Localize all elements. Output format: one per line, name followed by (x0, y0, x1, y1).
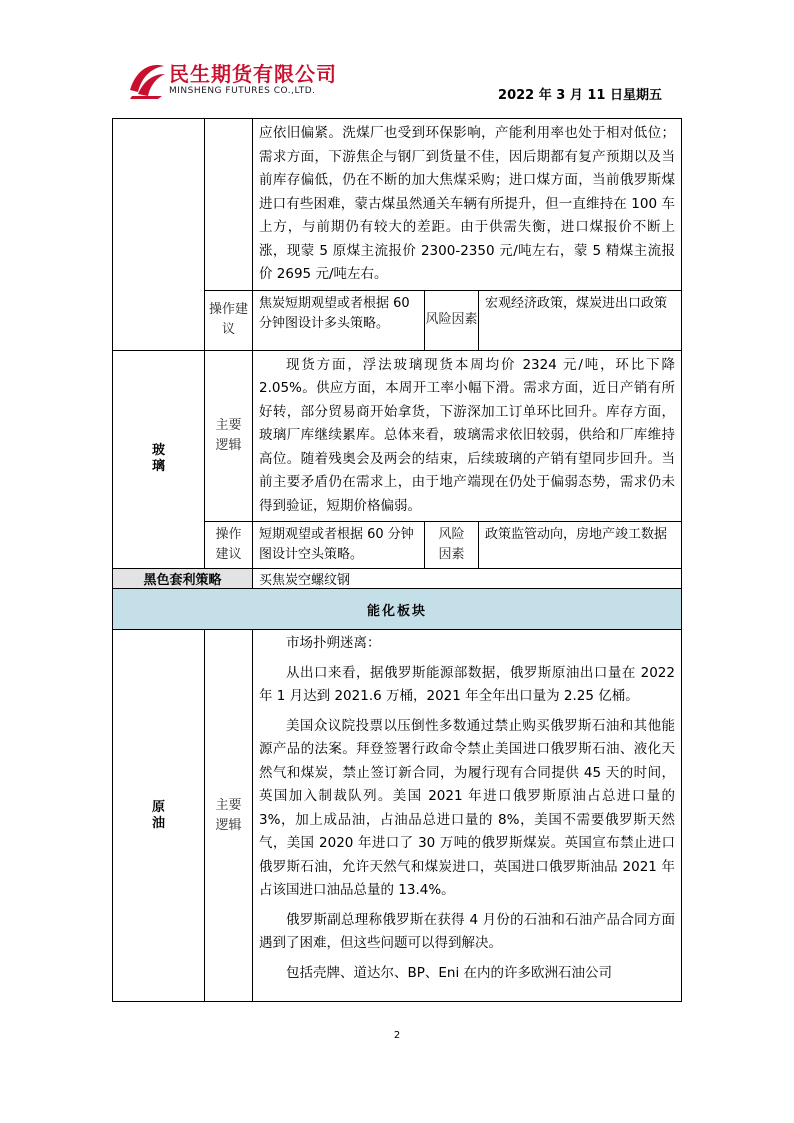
arbitrage-label: 黑色套利策略 (113, 569, 253, 589)
energy-chemical-section-row (113, 589, 682, 630)
coal-logic-row (113, 119, 682, 291)
section-title: 能化板块 (113, 589, 682, 630)
glass-sector-name: 玻璃 (113, 350, 205, 569)
coal-main-label-cell (205, 119, 253, 291)
glass-risk-text: 政策监管动向，房地产竣工数据 (479, 522, 682, 569)
crude-sector-name: 原油 (113, 630, 205, 1002)
crude-paragraph: 包括壳牌、道达尔、BP、Eni 在内的许多欧洲石油公司 (286, 964, 613, 981)
crude-main-label: 主要逻辑 (205, 630, 253, 1002)
glass-op-label: 操作建议 (205, 522, 253, 569)
glass-main-logic-cell (253, 350, 682, 522)
coal-op-label: 操作建议 (205, 290, 253, 350)
crude-paragraph: 市场扑朔迷离： (286, 635, 381, 651)
glass-main-label: 主要逻辑 (205, 350, 253, 522)
crude-main-logic-cell (253, 630, 682, 1002)
glass-op-text: 短期观望或者根据 60 分钟图设计空头策略。 (253, 522, 425, 569)
coal-risk-label: 风险因素 (425, 290, 479, 350)
coal-sector-cell (113, 119, 205, 351)
arbitrage-text: 买焦炭空螺纹钢 (253, 569, 682, 589)
glass-logic-row (113, 350, 682, 522)
coal-risk-text: 宏观经济政策，煤炭进出口政策 (479, 290, 682, 350)
company-logo (128, 58, 368, 102)
company-name-cn: 民生期货有限公司 (169, 62, 337, 86)
report-date: 2022 年 3 月 11 日星期五 (498, 88, 662, 103)
crude-paragraph: 从出口来看，据俄罗斯能源部数据，俄罗斯原油出口量在 2022 年 1 月达到 2021.6 万桶，2021 年全年出口量为 2.25 亿桶。 (259, 664, 675, 704)
crude-paragraph: 美国众议院投票以压倒性多数通过禁止购买俄罗斯石油和其他能源产品的法案。拜登签署行政命令禁止美国进口俄罗斯石油、液化天然气和煤炭，禁止签订新合同，为履行现有合同提供 45 天的时间，英国加入制裁队列。美国 2021 年进口俄罗斯原油占总进口量的 3%，加上成品油，占油品总进口量的 8%，美国不需要俄罗斯天然气，美国 2020 年进口了 30 万吨的俄罗斯煤炭。英国宣布禁止进口俄罗斯石油，允许天然气和煤炭进口，英国进口俄罗斯油品 2021 年占该国进口油品总量的 13.4%。 (259, 717, 675, 898)
page-number: 2 (393, 1030, 401, 1041)
coal-op-text: 焦炭短期观望或者根据 60 分钟图设计多头策略。 (253, 290, 425, 350)
crude-logic-row (113, 630, 682, 1002)
company-name-en: MINSHENG FUTURES CO.,LTD. (169, 86, 316, 96)
arbitrage-row (113, 569, 682, 589)
coal-main-logic-text: 应依旧偏紧。洗煤厂也受到环保影响，产能利用率也处于相对低位；需求方面，下游焦企与钢厂到货量不佳，因后期都有复产预期以及当前库存偏低，仍在不断的加大焦煤采购；进口煤方面，当前俄罗斯煤进口有些困难，蒙古煤虽然通关车辆有所提升，但一直维持在 100 车上方，与前期仍有较大的差距。由于供需失衡，进口煤报价不断上涨，现蒙 5 原煤主流报价 2300-2350 元/吨左右，蒙 5 精煤主流报价 2695 元/吨左右。 (259, 125, 675, 282)
coal-main-logic-cell (253, 119, 682, 291)
minsheng-logo-icon (128, 60, 166, 100)
strategy-table (112, 118, 682, 1002)
crude-paragraph: 俄罗斯副总理称俄罗斯在获得 4 月份的石油和石油产品合同方面遇到了困难，但这些问题可以得到解决。 (259, 911, 675, 951)
glass-main-logic-text: 现货方面，浮法玻璃现货本周均价 2324 元/吨，环比下降 2.05%。供应方面，本周开工率小幅下滑。需求方面，近日产销有所好转，部分贸易商开始拿货，下游深加工订单环比回升。库存方面，玻璃厂库继续累库。总体来看，玻璃需求依旧较弱，供给和厂库维持高位。随着残奥会及两会的结束，后续玻璃的产销有望同步回升。当前主要矛盾仍在需求上，由于地产端现在仍处于偏弱态势，需求仍未得到验证，短期价格偏弱。 (259, 356, 675, 514)
glass-risk-label: 风险因素 (425, 522, 479, 569)
